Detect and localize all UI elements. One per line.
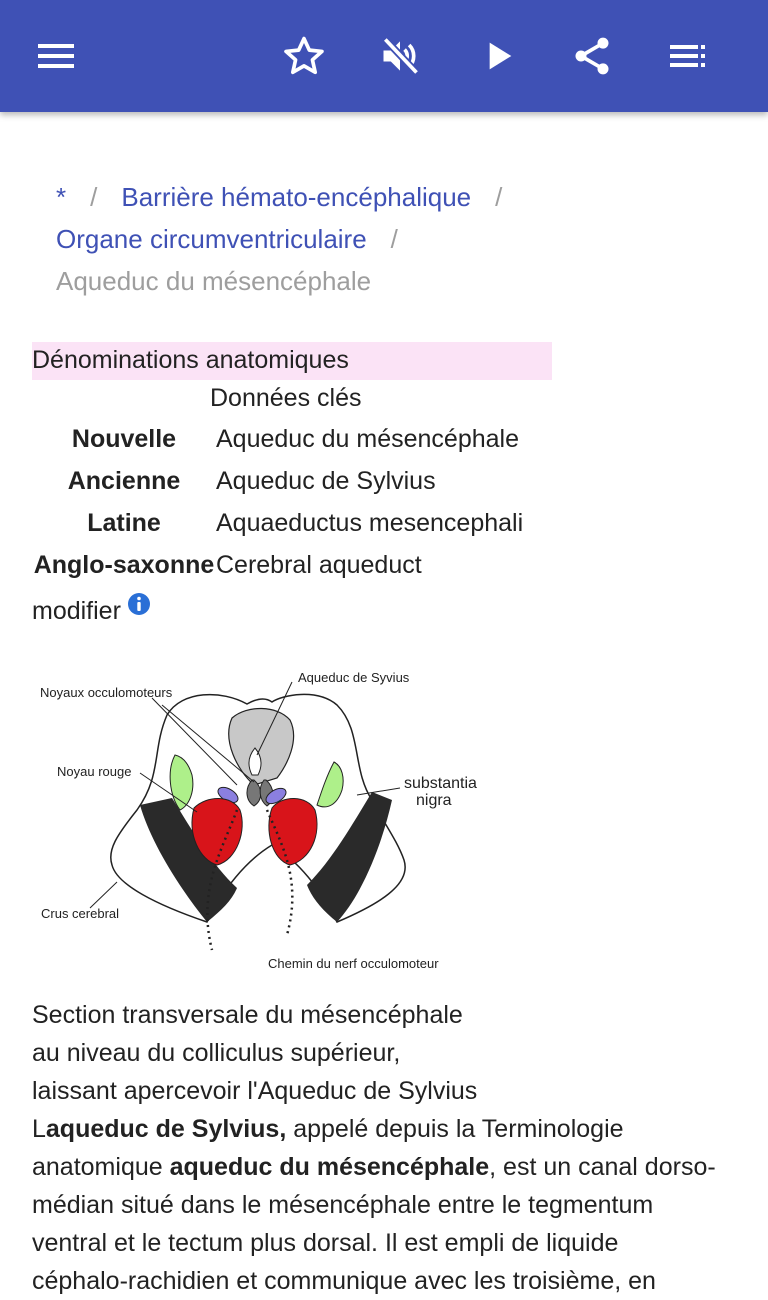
menu-icon	[36, 36, 76, 76]
breadcrumb-item-barrier[interactable]: Barrière hémato-encéphalique	[121, 182, 472, 212]
infobox-value: Cerebral aqueduct	[216, 551, 422, 579]
body-bold: aqueduc de Sylvius,	[45, 1115, 287, 1143]
article-body	[32, 1110, 732, 1300]
share-icon	[570, 34, 614, 78]
body-line: céphalo-rachidien et communique avec les troisième, en	[32, 1267, 656, 1295]
infobox-row	[32, 460, 732, 502]
label-nigra: nigra	[416, 792, 452, 809]
infobox-value: Aquaeductus mesencephali	[216, 509, 524, 537]
body-line: ventral et le tectum plus dorsal. Il est empli de liquide	[32, 1229, 619, 1257]
play-button[interactable]	[466, 24, 530, 88]
body-text: appelé depuis la Terminologie	[286, 1115, 624, 1143]
midbrain-section-image	[32, 660, 512, 980]
breadcrumb-item-organ[interactable]: Organe circumventriculaire	[56, 224, 367, 254]
label-red-nucleus: Noyau rouge	[57, 764, 132, 779]
breadcrumb-separator: /	[495, 182, 503, 212]
breadcrumb-item-home[interactable]: *	[56, 182, 67, 212]
play-icon	[478, 36, 518, 76]
breadcrumb-separator: /	[390, 224, 398, 254]
infobox-value: Aqueduc du mésencéphale	[216, 425, 520, 453]
info-icon[interactable]	[127, 590, 151, 626]
label-oculomotor-nuclei: Noyaux occulomoteurs	[40, 685, 173, 700]
label-crus-cerebral: Crus cerebral	[41, 906, 120, 921]
figure-caption	[32, 996, 732, 1110]
menu-button[interactable]	[24, 24, 88, 88]
caption-line: au niveau du colliculus supérieur,	[32, 1039, 401, 1067]
share-button[interactable]	[560, 24, 624, 88]
breadcrumb-separator: /	[90, 182, 98, 212]
list-icon	[668, 36, 708, 76]
body-text: , est un canal dorso-	[489, 1153, 716, 1181]
volume-off-icon	[378, 34, 422, 78]
infobox-key: Anglo-saxonne	[33, 551, 215, 579]
infobox-key: Latine	[87, 509, 161, 537]
caption-line: Section transversale du mésencéphale	[32, 1001, 463, 1029]
midbrain-diagram	[32, 660, 512, 980]
favorite-button[interactable]	[272, 24, 336, 88]
mute-button[interactable]	[368, 24, 432, 88]
infobox-row	[32, 544, 732, 586]
infobox-row	[32, 418, 732, 460]
label-nerve-path: Chemin du nerf occulomoteur	[268, 956, 439, 971]
label-substantia: substantia	[404, 775, 477, 792]
app-toolbar	[0, 0, 768, 112]
infobox-value: Aqueduc de Sylvius	[216, 467, 436, 495]
body-text: L	[32, 1115, 46, 1143]
label-aqueduct: Aqueduc de Syvius	[298, 670, 410, 685]
body-bold: aqueduc du mésencéphale	[169, 1153, 490, 1181]
infobox-key: Nouvelle	[71, 425, 177, 453]
caption-line: laissant apercevoir l'Aqueduc de Sylvius	[32, 1077, 478, 1105]
body-text: anatomique	[32, 1153, 170, 1181]
breadcrumb	[56, 176, 756, 302]
infobox-edit	[32, 590, 151, 629]
contents-button[interactable]	[656, 24, 720, 88]
infobox-row	[32, 502, 732, 544]
body-line: médian situé dans le mésencéphale entre le tegmentum	[32, 1191, 654, 1219]
infobox-title: Dénominations anatomiques	[32, 342, 552, 380]
edit-link[interactable]: modifier	[32, 597, 121, 625]
infobox-key: Ancienne	[67, 467, 181, 495]
infobox-subtitle: Données clés	[210, 384, 362, 412]
breadcrumb-current: Aqueduc du mésencéphale	[56, 266, 372, 296]
star-icon	[282, 34, 326, 78]
